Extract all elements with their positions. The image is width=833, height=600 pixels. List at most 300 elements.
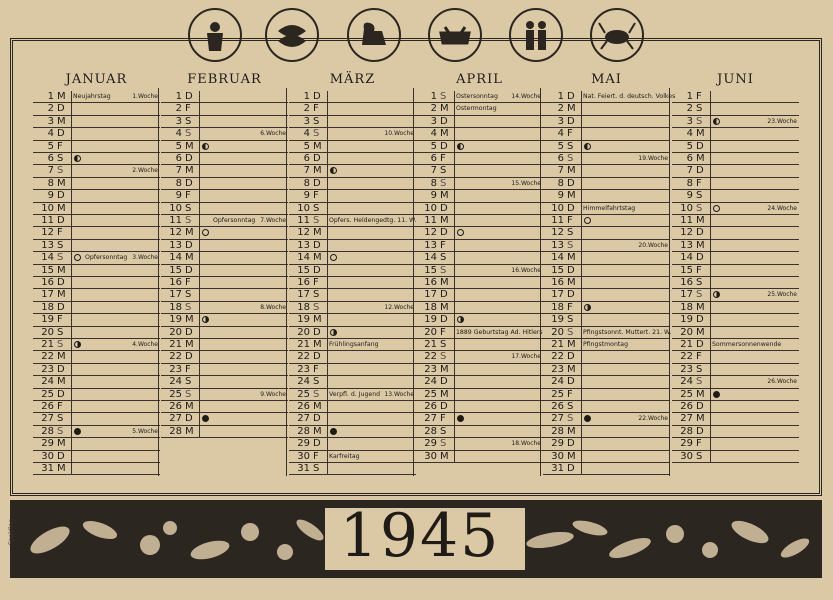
day-number: 24 <box>680 376 693 388</box>
day-row <box>161 91 288 103</box>
day-row <box>672 227 799 239</box>
day-number: 30 <box>424 450 437 462</box>
day-row <box>672 116 799 128</box>
month-title: JUNI <box>717 72 754 87</box>
day-number: 8 <box>47 177 54 189</box>
day-number: 4 <box>303 128 310 140</box>
weekday-letter: M <box>313 314 322 326</box>
day-row <box>416 227 543 239</box>
day-divider <box>581 289 582 301</box>
day-number: 19 <box>424 314 437 326</box>
weekday-letter: D <box>696 252 704 264</box>
day-divider <box>71 376 72 388</box>
day-number: 14 <box>551 252 564 264</box>
day-row <box>672 277 799 289</box>
day-divider <box>454 91 455 103</box>
day-divider <box>199 401 200 413</box>
holiday-note: Ostermontag <box>456 105 497 113</box>
weekday-letter: M <box>696 301 705 313</box>
day-row <box>543 339 670 351</box>
day-row <box>289 153 416 165</box>
week-number: 9.Woche <box>260 390 286 398</box>
day-row <box>672 153 799 165</box>
day-row <box>33 401 160 413</box>
moon-phase-icon <box>713 118 720 125</box>
day-divider <box>327 413 328 425</box>
day-divider <box>581 302 582 314</box>
day-number: 26 <box>41 401 54 412</box>
day-divider <box>327 376 328 388</box>
day-divider <box>327 327 328 339</box>
weekday-letter: D <box>313 91 321 102</box>
day-number: 30 <box>680 450 693 462</box>
day-divider <box>454 413 455 425</box>
weekday-letter: F <box>185 103 191 115</box>
day-divider <box>581 351 582 363</box>
day-number: 9 <box>430 190 437 202</box>
holiday-note: Opfersonntag <box>213 217 256 224</box>
day-row <box>543 289 670 301</box>
day-divider <box>454 128 455 140</box>
day-number: 14 <box>424 252 437 264</box>
weekday-letter: D <box>57 363 65 375</box>
day-number: 10 <box>680 202 693 214</box>
day-row <box>161 389 288 401</box>
weekday-letter: S <box>185 376 192 388</box>
printer-mark: Spalding <box>8 518 15 545</box>
day-divider <box>199 426 200 438</box>
weekday-letter: S <box>696 289 703 301</box>
day-number: 12 <box>41 227 54 239</box>
weekday-letter: D <box>313 264 321 276</box>
weekday-letter: S <box>57 165 64 177</box>
day-number: 7 <box>303 165 310 177</box>
day-row <box>161 240 288 252</box>
day-divider <box>454 389 455 401</box>
week-number: 25.Woche <box>767 291 797 299</box>
day-divider <box>199 252 200 264</box>
weekday-letter: D <box>696 165 704 177</box>
day-row <box>543 389 670 401</box>
weekday-letter: F <box>57 401 63 412</box>
day-row <box>543 116 670 128</box>
weekday-letter: D <box>57 388 65 400</box>
day-number: 29 <box>551 438 564 450</box>
weekday-letter: D <box>696 425 704 437</box>
day-row <box>33 252 160 264</box>
day-row <box>543 141 670 153</box>
day-divider <box>710 215 711 227</box>
day-row <box>33 339 160 351</box>
day-divider <box>327 190 328 202</box>
weekday-letter: D <box>440 314 448 326</box>
day-row <box>672 165 799 177</box>
weekday-letter: S <box>567 314 574 326</box>
day-number: 24 <box>41 376 54 388</box>
day-number: 21 <box>424 339 437 350</box>
day-number: 21 <box>551 339 564 350</box>
day-divider <box>581 227 582 239</box>
weekday-letter: M <box>57 463 66 474</box>
day-divider <box>454 153 455 165</box>
day-number: 7 <box>175 165 182 177</box>
day-row <box>416 91 543 103</box>
weekday-letter: S <box>696 277 703 288</box>
day-divider <box>710 339 711 351</box>
day-row <box>672 289 799 301</box>
day-row <box>33 426 160 438</box>
day-divider <box>581 413 582 425</box>
day-row <box>672 190 799 202</box>
day-divider <box>454 289 455 301</box>
week-number: 17.Woche <box>511 353 541 361</box>
weekday-letter: M <box>313 252 322 264</box>
day-divider <box>199 327 200 339</box>
day-row <box>416 178 543 190</box>
day-divider <box>710 302 711 314</box>
day-number: 18 <box>169 301 182 313</box>
day-row <box>543 203 670 215</box>
weekday-letter: M <box>185 314 194 326</box>
day-divider <box>454 339 455 351</box>
day-number: 18 <box>424 301 437 313</box>
day-number: 14 <box>297 252 310 264</box>
day-divider <box>327 240 328 252</box>
day-number: 7 <box>430 165 437 177</box>
day-divider <box>71 339 72 351</box>
day-number: 27 <box>424 413 437 425</box>
day-number: 20 <box>297 326 310 338</box>
day-divider <box>710 116 711 128</box>
day-row <box>543 227 670 239</box>
day-row <box>33 364 160 376</box>
day-divider <box>710 314 711 326</box>
day-row <box>289 227 416 239</box>
day-divider <box>710 240 711 252</box>
day-row <box>416 153 543 165</box>
day-row <box>289 265 416 277</box>
day-divider <box>710 389 711 401</box>
weekday-letter: M <box>57 177 66 189</box>
day-divider <box>199 413 200 425</box>
day-number: 25 <box>424 388 437 400</box>
day-divider <box>71 277 72 289</box>
day-number: 14 <box>680 252 693 264</box>
day-number: 15 <box>41 264 54 276</box>
weekday-letter: S <box>57 425 64 437</box>
day-row <box>289 240 416 252</box>
day-divider <box>199 265 200 277</box>
day-divider <box>581 277 582 289</box>
day-number: 13 <box>169 239 182 251</box>
day-divider <box>710 438 711 450</box>
weekday-letter: M <box>440 190 449 202</box>
day-row <box>289 289 416 301</box>
day-row <box>672 327 799 339</box>
day-divider <box>327 339 328 351</box>
day-number: 23 <box>551 363 564 375</box>
day-row <box>672 103 799 115</box>
day-row <box>416 413 543 425</box>
day-divider <box>454 265 455 277</box>
day-row <box>161 339 288 351</box>
day-number: 30 <box>297 450 310 462</box>
day-row <box>289 91 416 103</box>
weekday-letter: S <box>185 115 192 127</box>
day-number: 5 <box>303 140 310 152</box>
moon-phase-icon <box>74 341 81 348</box>
day-divider <box>327 91 328 103</box>
day-divider <box>327 265 328 277</box>
weekday-letter: D <box>440 140 448 152</box>
day-divider <box>327 364 328 376</box>
day-number: 12 <box>169 227 182 239</box>
day-divider <box>710 227 711 239</box>
day-divider <box>327 103 328 115</box>
weekday-letter: M <box>567 425 576 437</box>
day-number: 19 <box>169 314 182 326</box>
weekday-letter: M <box>313 140 322 152</box>
week-number: 4.Woche <box>132 341 158 348</box>
weekday-letter: D <box>185 239 193 251</box>
weekday-letter: F <box>696 351 702 363</box>
day-divider <box>199 302 200 314</box>
day-row <box>416 438 543 450</box>
day-divider <box>710 364 711 376</box>
day-divider <box>581 103 582 115</box>
moon-phase-icon <box>584 143 591 150</box>
day-row <box>33 451 160 463</box>
day-row <box>289 215 416 227</box>
weekday-letter: D <box>696 227 704 239</box>
day-number: 24 <box>297 376 310 388</box>
day-divider <box>710 451 711 463</box>
day-row <box>543 364 670 376</box>
week-number: 20.Woche <box>638 241 668 249</box>
weekday-letter: S <box>313 128 320 140</box>
weekday-letter: M <box>567 103 576 115</box>
weekday-letter: M <box>567 252 576 264</box>
day-row <box>289 438 416 450</box>
weekday-letter: F <box>440 326 446 338</box>
day-divider <box>71 116 72 128</box>
weekday-letter: D <box>57 215 65 226</box>
weekday-letter: F <box>567 388 573 400</box>
weekday-letter: S <box>440 351 447 363</box>
day-number: 12 <box>297 227 310 239</box>
day-number: 4 <box>175 128 182 140</box>
weekday-letter: M <box>696 326 705 338</box>
day-row <box>543 376 670 388</box>
day-number: 26 <box>297 401 310 412</box>
day-row <box>161 252 288 264</box>
weekday-letter: D <box>313 239 321 251</box>
day-number: 15 <box>424 264 437 276</box>
weekday-letter: D <box>313 438 321 450</box>
day-number: 11 <box>551 215 564 226</box>
weekday-letter: S <box>696 202 703 214</box>
day-row <box>416 240 543 252</box>
weekday-letter: D <box>313 326 321 338</box>
day-divider <box>454 203 455 215</box>
moon-phase-icon <box>584 304 591 311</box>
weekday-letter: S <box>57 326 64 338</box>
day-row <box>289 302 416 314</box>
day-row <box>672 265 799 277</box>
day-row <box>161 413 288 425</box>
day-row <box>289 165 416 177</box>
day-row <box>543 277 670 289</box>
weekday-letter: M <box>57 376 66 388</box>
day-row <box>289 364 416 376</box>
day-number: 20 <box>424 326 437 338</box>
day-divider <box>327 401 328 413</box>
day-row <box>33 302 160 314</box>
weekday-letter: S <box>567 239 574 251</box>
day-divider <box>199 153 200 165</box>
day-divider <box>710 277 711 289</box>
weekday-letter: S <box>185 202 192 214</box>
day-divider <box>199 141 200 153</box>
day-number: 26 <box>680 401 693 412</box>
weekday-letter: D <box>185 91 193 102</box>
week-number: 19.Woche <box>638 155 668 162</box>
weekday-letter: F <box>313 103 319 115</box>
day-number: 11 <box>169 215 182 226</box>
day-number: 8 <box>686 177 693 189</box>
day-divider <box>581 376 582 388</box>
weekday-letter: M <box>696 215 705 226</box>
day-row <box>289 339 416 351</box>
day-number: 13 <box>680 239 693 251</box>
day-number: 28 <box>680 425 693 437</box>
day-divider <box>199 178 200 190</box>
weekday-letter: M <box>567 339 576 350</box>
day-number: 7 <box>686 165 693 177</box>
weekday-letter: D <box>567 202 575 214</box>
day-row <box>33 277 160 289</box>
weekday-letter: S <box>696 450 703 462</box>
weekday-letter: M <box>440 450 449 462</box>
day-row <box>672 314 799 326</box>
weekday-letter: D <box>57 450 65 462</box>
weekday-letter: M <box>696 128 705 140</box>
weekday-letter: M <box>696 239 705 251</box>
day-number: 19 <box>41 314 54 326</box>
day-number: 14 <box>169 252 182 264</box>
day-number: 22 <box>680 351 693 363</box>
day-number: 22 <box>169 351 182 363</box>
day-row <box>416 252 543 264</box>
day-number: 21 <box>41 339 54 350</box>
day-number: 17 <box>41 289 54 301</box>
weekday-letter: S <box>567 140 574 152</box>
day-divider <box>710 376 711 388</box>
day-divider <box>454 351 455 363</box>
day-row <box>33 438 160 450</box>
day-number: 20 <box>680 326 693 338</box>
week-number: 22.Woche <box>638 415 668 423</box>
day-number: 2 <box>175 103 182 115</box>
day-divider <box>454 240 455 252</box>
weekday-letter: F <box>696 177 702 189</box>
moon-phase-icon <box>584 217 591 224</box>
day-row <box>416 190 543 202</box>
day-number: 27 <box>169 413 182 425</box>
day-number: 20 <box>169 326 182 338</box>
day-number: 1 <box>175 91 182 102</box>
day-row <box>416 327 543 339</box>
day-divider <box>71 165 72 177</box>
day-row <box>416 165 543 177</box>
weekday-letter: F <box>440 239 446 251</box>
day-divider <box>581 165 582 177</box>
day-divider <box>71 401 72 413</box>
weekday-letter: S <box>696 376 703 388</box>
weekday-letter: F <box>440 153 446 164</box>
day-number: 18 <box>680 301 693 313</box>
day-number: 8 <box>430 177 437 189</box>
weekday-letter: D <box>567 91 575 102</box>
weekday-letter: S <box>696 103 703 115</box>
weekday-letter: M <box>567 277 576 288</box>
day-row <box>161 401 288 413</box>
day-number: 13 <box>551 239 564 251</box>
day-number: 4 <box>557 128 564 140</box>
moon-phase-icon <box>584 415 591 422</box>
day-divider <box>71 103 72 115</box>
weekday-letter: M <box>313 425 322 437</box>
weekday-letter: S <box>440 425 447 437</box>
weekday-letter: M <box>440 103 449 115</box>
day-row <box>289 426 416 438</box>
day-divider <box>199 376 200 388</box>
day-divider <box>71 227 72 239</box>
day-number: 9 <box>47 190 54 202</box>
day-row <box>416 339 543 351</box>
day-number: 1 <box>686 91 693 102</box>
day-divider <box>581 401 582 413</box>
day-row <box>161 302 288 314</box>
day-row <box>161 364 288 376</box>
weekday-letter: S <box>57 413 64 425</box>
weekday-letter: M <box>185 140 194 152</box>
day-number: 19 <box>551 314 564 326</box>
day-number: 30 <box>551 450 564 462</box>
weekday-letter: M <box>696 153 705 164</box>
day-row <box>672 451 799 463</box>
day-divider <box>581 438 582 450</box>
weekday-letter: F <box>57 227 63 239</box>
weekday-letter: S <box>313 463 320 474</box>
day-divider <box>581 141 582 153</box>
day-row <box>672 128 799 140</box>
day-number: 7 <box>47 165 54 177</box>
day-number: 29 <box>41 438 54 450</box>
day-row <box>672 215 799 227</box>
weekday-letter: D <box>440 289 448 301</box>
day-divider <box>581 364 582 376</box>
week-number: 1.Woche <box>132 93 158 100</box>
day-divider <box>581 190 582 202</box>
day-divider <box>327 141 328 153</box>
day-row <box>416 277 543 289</box>
holiday-note: Frühlingsanfang <box>329 341 379 348</box>
day-divider <box>454 277 455 289</box>
day-row <box>33 215 160 227</box>
day-divider <box>327 389 328 401</box>
day-row <box>672 302 799 314</box>
